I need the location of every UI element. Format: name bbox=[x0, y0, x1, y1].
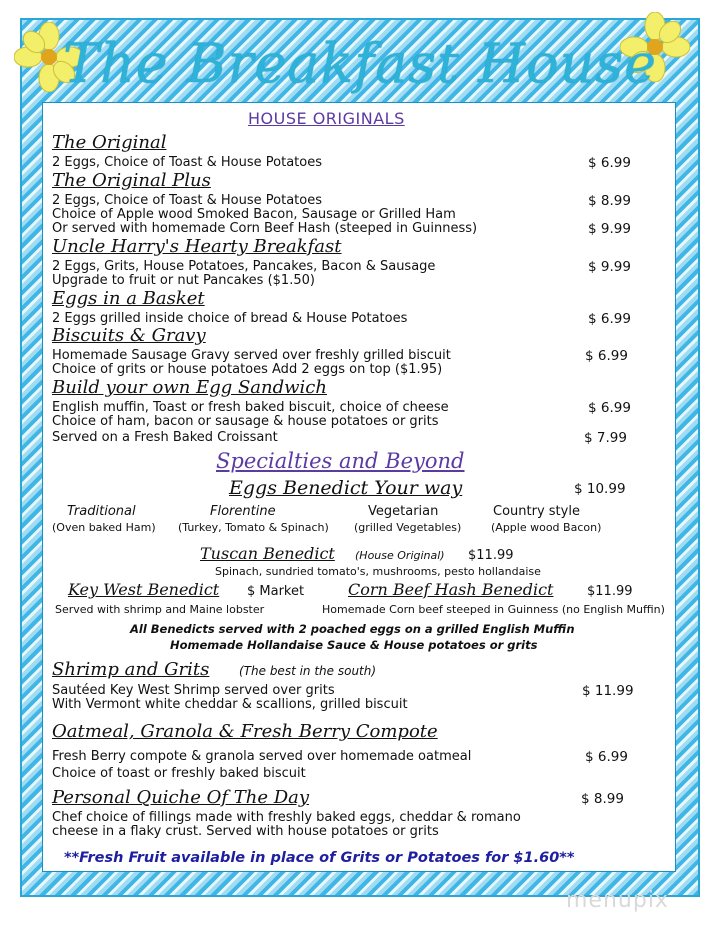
benedict-title: Eggs Benedict Your way bbox=[229, 477, 463, 499]
quiche-price: $ 8.99 bbox=[581, 791, 624, 807]
item-desc: 2 Eggs, Choice of Toast & House Potatoes bbox=[52, 155, 322, 170]
item-title: Eggs in a Basket bbox=[52, 288, 205, 309]
tuscan-note: (House Original) bbox=[355, 549, 445, 562]
item-desc: 2 Eggs, Grits, House Potatoes, Pancakes, Bacon & Sausage bbox=[52, 259, 436, 274]
variant-name: Vegetarian bbox=[368, 504, 439, 519]
item-price: $ 9.99 bbox=[588, 259, 631, 275]
item-desc: Upgrade to fruit or nut Pancakes ($1.50) bbox=[52, 273, 315, 288]
oatmeal-title: Oatmeal, Granola & Fresh Berry Compote bbox=[52, 721, 438, 742]
item-desc: Choice of Apple wood Smoked Bacon, Sausage or Grilled Ham bbox=[52, 207, 456, 222]
variant-desc: (Oven baked Ham) bbox=[52, 521, 156, 534]
tuscan-desc: Spinach, sundried tomato's, mushrooms, pesto hollandaise bbox=[215, 565, 541, 578]
benedict-note: Homemade Hollandaise Sauce & House potatoes or grits bbox=[170, 638, 538, 652]
keywest-price: $ Market bbox=[247, 584, 305, 599]
variant-desc: (grilled Vegetables) bbox=[354, 521, 462, 534]
specialties-heading: Specialties and Beyond bbox=[216, 449, 465, 473]
variant-desc: (Turkey, Tomato & Spinach) bbox=[178, 521, 329, 534]
item-desc: Choice of ham, bacon or sausage & house potatoes or grits bbox=[52, 414, 439, 429]
item-desc: Or served with homemade Corn Beef Hash (steeped in Guinness) bbox=[52, 221, 478, 236]
variant-name: Traditional bbox=[67, 504, 136, 519]
shrimp-desc: With Vermont white cheddar & scallions, grilled biscuit bbox=[52, 697, 408, 712]
shrimp-desc: Sautéed Key West Shrimp served over grits bbox=[52, 683, 335, 698]
keywest-title: Key West Benedict bbox=[68, 580, 220, 599]
item-desc: Homemade Sausage Gravy served over freshly grilled biscuit bbox=[52, 348, 451, 363]
tuscan-price: $11.99 bbox=[468, 548, 514, 563]
oatmeal-desc: Fresh Berry compote & granola served over homemade oatmeal bbox=[52, 749, 472, 764]
variant-desc: (Apple wood Bacon) bbox=[491, 521, 602, 534]
item-title: Biscuits & Gravy bbox=[52, 325, 206, 346]
variant-name: Florentine bbox=[210, 504, 276, 519]
item-desc: 2 Eggs, Choice of Toast & House Potatoes bbox=[52, 193, 322, 208]
quiche-title: Personal Quiche Of The Day bbox=[52, 787, 310, 808]
cornbeef-title: Corn Beef Hash Benedict bbox=[348, 580, 554, 599]
item-price: $ 6.99 bbox=[585, 348, 628, 364]
item-desc: Served on a Fresh Baked Croissant bbox=[52, 430, 278, 445]
menu-title: The Breakfast House bbox=[62, 32, 658, 95]
item-price: $ 6.99 bbox=[588, 311, 631, 327]
shrimp-price: $ 11.99 bbox=[582, 683, 634, 699]
benedict-price: $ 10.99 bbox=[574, 481, 626, 497]
item-title: The Original bbox=[52, 132, 167, 153]
item-desc: English muffin, Toast or fresh baked biscuit, choice of cheese bbox=[52, 400, 449, 415]
section-heading: HOUSE ORIGINALS bbox=[248, 109, 405, 128]
cornbeef-price: $11.99 bbox=[587, 584, 633, 599]
cornbeef-desc: Homemade Corn beef steeped in Guinness (no English Muffin) bbox=[322, 603, 665, 616]
item-desc: Choice of grits or house potatoes Add 2 eggs on top ($1.95) bbox=[52, 362, 443, 377]
keywest-desc: Served with shrimp and Maine lobster bbox=[55, 603, 265, 616]
item-price: $ 7.99 bbox=[584, 430, 627, 446]
item-title: Uncle Harry's Hearty Breakfast bbox=[52, 236, 342, 257]
item-desc: 2 Eggs grilled inside choice of bread & House Potatoes bbox=[52, 311, 408, 326]
item-title: Build your own Egg Sandwich bbox=[52, 377, 327, 398]
tuscan-title: Tuscan Benedict bbox=[200, 544, 335, 563]
quiche-desc: cheese in a flaky crust. Served with house potatoes or grits bbox=[52, 824, 439, 839]
shrimp-title: Shrimp and Grits bbox=[52, 659, 210, 680]
watermark: menupix bbox=[566, 888, 669, 913]
item-price: $ 6.99 bbox=[588, 400, 631, 416]
benedict-note: All Benedicts served with 2 poached eggs on a grilled English Muffin bbox=[130, 622, 575, 636]
oatmeal-price: $ 6.99 bbox=[585, 749, 628, 765]
item-price: $ 6.99 bbox=[588, 155, 631, 171]
quiche-desc: Chef choice of fillings made with freshly baked eggs, cheddar & romano bbox=[52, 810, 521, 825]
item-price: $ 9.99 bbox=[588, 221, 631, 237]
footer-note: **Fresh Fruit available in place of Grits or Potatoes for $1.60** bbox=[64, 850, 575, 866]
item-price: $ 8.99 bbox=[588, 193, 631, 209]
variant-name: Country style bbox=[493, 504, 580, 519]
shrimp-note: (The best in the south) bbox=[239, 664, 377, 678]
item-title: The Original Plus bbox=[52, 170, 211, 191]
oatmeal-desc: Choice of toast or freshly baked biscuit bbox=[52, 766, 306, 781]
